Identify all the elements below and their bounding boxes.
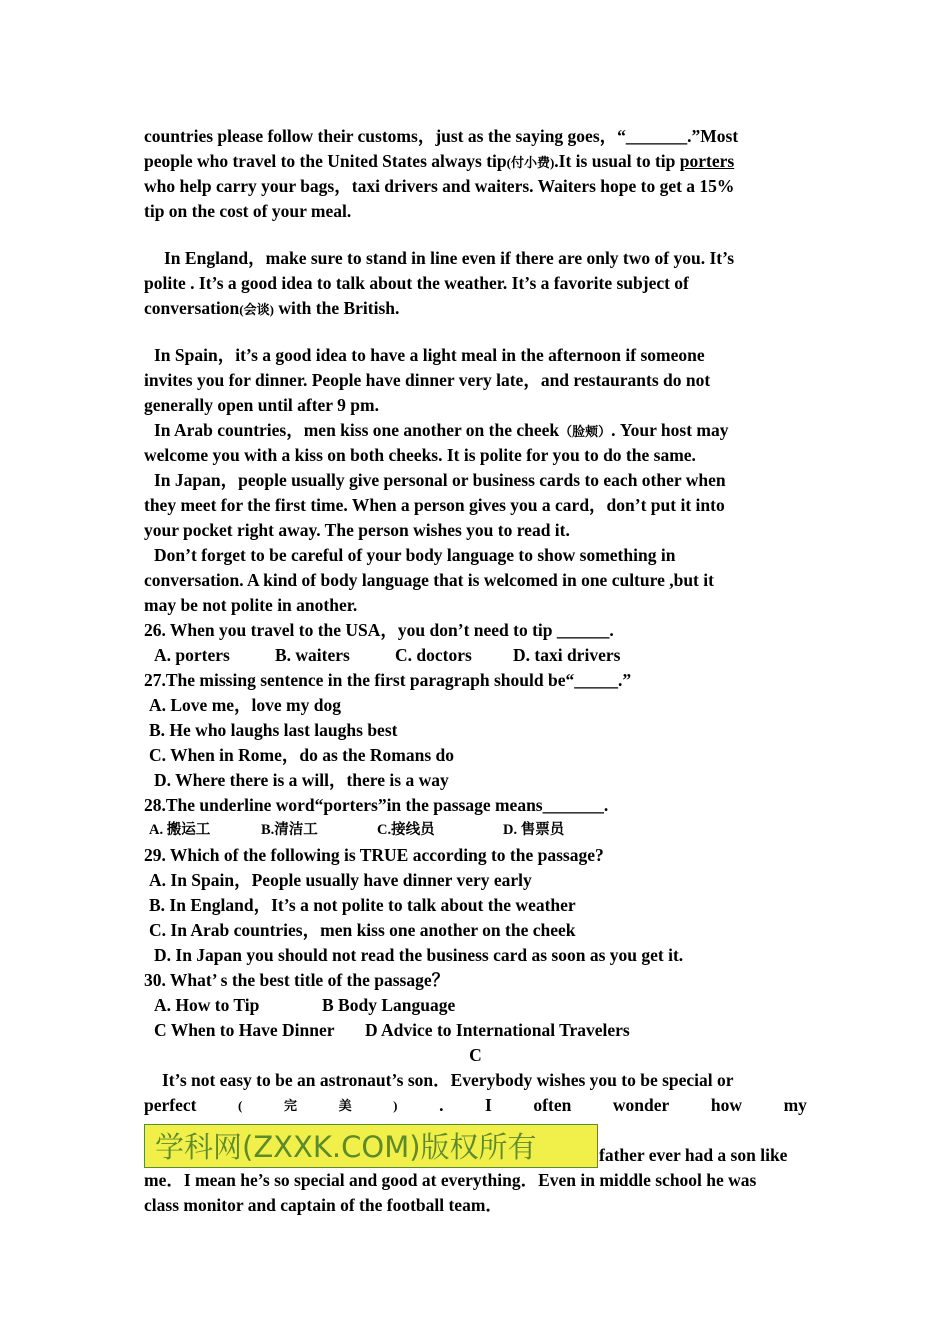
option-d: D Advice to International Travelers	[365, 1020, 630, 1040]
text-span: In Arab countries，men kiss one another on the cheek	[154, 420, 560, 440]
annotation: (付小费)	[506, 155, 555, 170]
watermark-banner[interactable]: 学科网(ZXXK.COM)版权所有	[144, 1124, 598, 1168]
option-a: A. In Spain，People usually have dinner very early	[149, 870, 532, 890]
text-span: conversation	[144, 298, 240, 318]
option-b: B.清洁工	[261, 822, 318, 838]
word: I	[485, 1095, 492, 1115]
text-span: It’s not easy to be an astronaut’s son．Everybody wishes you to be special or	[162, 1070, 734, 1090]
text-line: who help carry your bags，taxi drivers and waiters. Waiters hope to get a 15%	[144, 176, 735, 196]
text-line: Don’t forget to be careful of your body language to show something in	[154, 545, 676, 565]
text-line: welcome you with a kiss on both cheeks. It is polite for you to do the same.	[144, 445, 696, 465]
option-b: B. In England，It’s a not polite to talk about the weather	[149, 895, 576, 915]
text-line	[144, 149, 807, 174]
document-page	[144, 124, 807, 1218]
question-stem: 30. What’ s the best title of the passage？	[144, 970, 450, 990]
option-b: B Body Language	[322, 995, 456, 1015]
option-d: D. In Japan you should not read the business card as soon as you get it.	[154, 945, 684, 965]
option-b: B. waiters	[275, 645, 350, 665]
option-c: C When to Have Dinner	[154, 1020, 335, 1040]
annotation: （脸颊）	[559, 424, 612, 439]
question-stem: 26. When you travel to the USA，you don’t need to tip ______.	[144, 620, 614, 640]
text-line: tip on the cost of your meal.	[144, 201, 352, 221]
text-line: In Spain，it’s a good idea to have a light meal in the afternoon if someone	[154, 345, 705, 365]
underlined-word-porters: porters	[679, 151, 735, 171]
option-c: C. doctors	[395, 645, 472, 665]
text-line: conversation. A kind of body language that is welcomed in one culture ,but it	[144, 570, 714, 590]
word: (	[238, 1098, 243, 1113]
word: .	[439, 1095, 444, 1115]
text-line: In Japan，people usually give personal or business cards to each other when	[154, 470, 726, 490]
text-span: with the British.	[273, 298, 400, 318]
text-line: polite . It’s a good idea to talk about the weather. It’s a favorite subject of	[144, 273, 689, 293]
option-c: C. In Arab countries，men kiss one another on the cheek	[149, 920, 576, 940]
question-stem: 27.The missing sentence in the first paragraph should be“_____.”	[144, 670, 632, 690]
text-span: . Your host may	[611, 420, 729, 440]
section-heading: C	[469, 1045, 482, 1065]
text-span: father ever had a son like	[599, 1145, 788, 1165]
text-line: In England，make sure to stand in line even if there are only two of you. It’s	[164, 248, 735, 268]
text-line: they meet for the first time. When a person gives you a card，don’t put it into	[144, 495, 725, 515]
word: my	[783, 1095, 807, 1115]
option-a: A. Love me，love my dog	[149, 695, 341, 715]
text-line	[144, 418, 807, 443]
text-line	[144, 1068, 807, 1093]
option-c: C. When in Rome，do as the Romans do	[149, 745, 454, 765]
word: perfect	[144, 1095, 197, 1115]
word: how	[710, 1095, 742, 1115]
text-line: class monitor and captain of the football team．	[144, 1195, 503, 1215]
word: 完	[283, 1098, 297, 1113]
option-a: A. porters	[154, 645, 230, 665]
word: wonder	[612, 1095, 670, 1115]
option-a: A. How to Tip	[154, 995, 260, 1015]
options-row	[144, 818, 807, 843]
text-line: may be not polite in another.	[144, 595, 358, 615]
text-span: me．I mean he’s so special and good at everything．Even in middle school he was	[144, 1170, 757, 1190]
text-line: generally open until after 9 pm.	[144, 395, 379, 415]
text-line-justified	[144, 1093, 807, 1118]
annotation: (会谈)	[239, 302, 274, 317]
text-line	[144, 296, 807, 321]
option-d: D. 售票员	[503, 822, 565, 838]
text-line: countries please follow their customs，just as the saying goes，“_______.”Most	[144, 126, 739, 146]
text-span: .It is usual to tip	[554, 151, 680, 171]
option-c: C.接线员	[377, 822, 435, 838]
text-line	[144, 1168, 807, 1193]
watermark-line	[144, 1118, 807, 1168]
option-d: D. taxi drivers	[513, 645, 621, 665]
option-b: B. He who laughs last laughs best	[149, 720, 398, 740]
options-row	[144, 993, 807, 1018]
options-row	[144, 643, 807, 668]
word: often	[533, 1095, 572, 1115]
options-row	[144, 1018, 807, 1043]
option-d: D. Where there is a will，there is a way	[154, 770, 449, 790]
option-a: A. 搬运工	[149, 822, 211, 838]
question-stem: 28.The underline word“porters”in the passage means_______.	[144, 795, 609, 815]
question-stem: 29. Which of the following is TRUE according to the passage?	[144, 845, 604, 865]
text-line: invites you for dinner. People have dinner very late，and restaurants do not	[144, 370, 711, 390]
text-line: your pocket right away. The person wishes you to read it.	[144, 520, 570, 540]
text-span: people who travel to the United States always tip	[144, 151, 507, 171]
word: 美	[338, 1098, 352, 1113]
word: )	[393, 1098, 398, 1113]
